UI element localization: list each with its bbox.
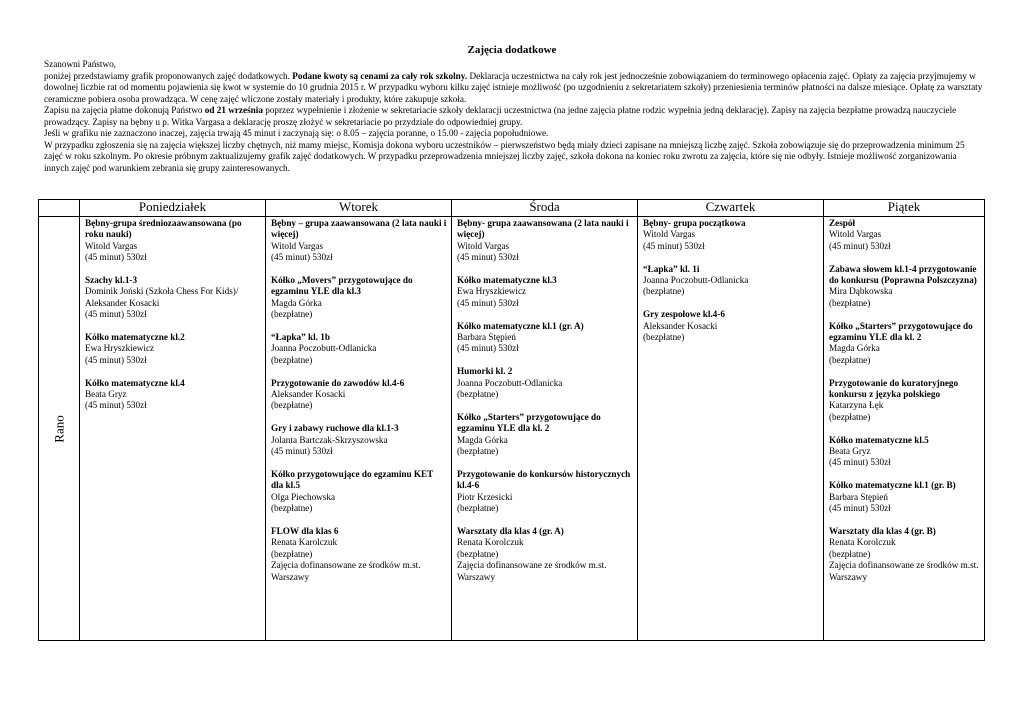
activity-detail: (45 minut) 530zł (85, 354, 147, 365)
friday-cell (824, 217, 985, 641)
schedule-entry (643, 264, 819, 298)
activity-detail: Mira Dąbkowska (829, 286, 893, 297)
thursday-cell (638, 217, 824, 641)
activity-detail: (45 minut) 530zł (457, 252, 519, 263)
activity-title: Bębny- grupa zaawansowana (2 lata nauki i więcej) (457, 218, 629, 240)
schedule-entry (85, 378, 261, 412)
schedule-entry (457, 412, 633, 458)
day-header-thursday: Czwartek (638, 200, 824, 217)
day-header-tuesday: Wtorek (266, 200, 452, 217)
activity-detail: Joanna Poczobutt-Odlanicka (457, 377, 563, 388)
activity-detail: Renata Korolczuk (457, 537, 524, 548)
schedule-table (38, 199, 985, 641)
activity-detail: (45 minut) 530zł (829, 240, 891, 251)
schedule-entry (829, 321, 980, 367)
intro-paragraph-3: Jeśli w grafiku nie zaznaczono inaczej, zajęcia trwają 45 minut i zaczynają się: o 8.05 – zajęcia poranne, o 15.00 - zajęcia popołudniowe. (44, 128, 549, 138)
activity-detail: Joanna Poczobutt-Odlanicka (271, 343, 377, 354)
activity-detail: Dominik Joński (Szkoła Chess For Kids)/ Aleksander Kosacki (85, 286, 239, 308)
greeting: Szanowni Państwo, (44, 59, 116, 69)
intro-paragraph-2: Zapisu na zajęcia płatne dokonują Państwo od 21 września poprzez wypełnienie i złożenie w sekretariacie szkoły deklaracji uczestnictwa (na jedne zajęcia płatne rodzic wypełnia jedną deklarację). Zapisy na zajęcia bezpłatne prowadzą nauczyciele prowadzący. Zapisy na bębny u p. Witka Vargasa a deklarację proszę złożyć w sekretariacie po przydziale do odpowiedniej grupy. (44, 105, 957, 127)
intro-paragraph-1: poniżej przedstawiamy grafik proponowanych zajęć dodatkowych. Podane kwoty są cenami za cały rok szkolny. Deklaracja uczestnictwa na cały rok jest jednocześnie zobowiązaniem do terminowego opłacenia zajęć. Opłaty za zajęcia przyjmujemy w dowolnej liczbie rat od momentu pojawienia się kwot w systemie do 10 grudnia 2015 r. W przypadku wyboru kilku zajęć istnieje możliwość (po uzgodnieniu z sekretariatem szkoły) przeniesienia terminów płatności na dalsze miesiące. Opłatę za warsztaty ceramiczne pobiera osoba prowadząca. W cenę zajęć wliczone zostały materiały i produkty, które zakupuje szkoła. (44, 70, 983, 104)
activity-detail: (bezpłatne) (643, 332, 685, 343)
tuesday-cell (266, 217, 452, 641)
schedule-entry (271, 378, 447, 412)
day-header-monday: Poniedziałek (80, 200, 266, 217)
schedule-entry (457, 275, 633, 309)
activity-detail: Magda Górka (829, 343, 880, 354)
day-header-wednesday: Środa (452, 200, 638, 217)
activity-title: Warsztaty dla klas 4 (gr. B) (829, 525, 936, 536)
activity-detail: Ewa Hryszkiewicz (457, 286, 527, 297)
activity-title: Przygotowanie do konkursów historycznych kl.4-6 (457, 468, 631, 491)
schedule-entry (457, 218, 633, 264)
activity-detail: (bezpłatne) (829, 354, 871, 365)
activity-title: Kółko matematyczne kl.1 (gr. B) (829, 480, 956, 491)
schedule-entry (457, 469, 633, 515)
activity-detail: (45 minut) 530zł (271, 252, 333, 263)
intro-text (44, 59, 984, 174)
activity-detail: (bezpłatne) (457, 389, 499, 400)
activity-title: Zespół (829, 218, 856, 228)
activity-title: “Łapka” kl. 1i (643, 263, 700, 274)
activity-title: Szachy kl.1-3 (85, 275, 138, 286)
activity-title: Zabawa słowem kl.1-4 przygotowanie do konkursu (Poprawna Polszczyzna) (829, 263, 977, 286)
activity-title: Kółko „Starters” przygotowujące do egzaminu YLE dla kl. 2 (457, 411, 601, 434)
activity-title: Przygotowanie do kuratoryjnego konkursu z języka polskiego (829, 377, 959, 400)
activity-detail: (bezpłatne) (829, 548, 871, 559)
activity-detail: Magda Górka (271, 297, 322, 308)
activity-detail: Renata Karolczuk (271, 537, 338, 548)
schedule-entry (271, 423, 447, 457)
wednesday-cell (452, 217, 638, 641)
schedule-entry (85, 275, 261, 321)
schedule-entry (85, 218, 261, 264)
activity-title: “Łapka” kl. 1b (271, 332, 330, 343)
activity-detail: (45 minut) 530zł (457, 297, 519, 308)
activity-title: FLOW dla klas 6 (271, 525, 339, 536)
activity-detail: Renata Korolczuk (829, 537, 896, 548)
activity-detail: (45 minut) 530zł (457, 343, 519, 354)
schedule-entry (829, 378, 980, 424)
activity-detail: Jolanta Bartczak-Skrzyszowska (271, 434, 388, 445)
activity-detail: Olga Piechowska (271, 491, 336, 502)
activity-title: Gry zespołowe kl.4-6 (643, 309, 725, 320)
activity-detail: Barbara Stępień (457, 332, 516, 343)
intro-paragraph-4: W przypadku zgłoszenia się na zajęcia większej liczby chętnych, niż mamy miejsc, Komisja dokona wyboru uczestników – pierwszeństwo będą miały dzieci zapisane na mniejszą liczbę zajęć. Szkoła zobowiązuje się do przeprowadzenia minimum 25 zajęć w roku szkolnym. Po okresie próbnym zaktualizujemy grafik zajęć dodatkowych. W przypadku przeprowadzenia mniejszej liczby zajęć, szkoła dokona na koniec roku zwrotu za zajęcia, które się nie odbyły. Istnieje możliwość zorganizowania innych zajęć pod warunkiem zebrania się grupy zainteresowanych. (44, 139, 965, 173)
activity-title: Gry i zabawy ruchowe dla kl.1-3 (271, 423, 399, 434)
activity-detail: Witold Vargas (829, 229, 882, 240)
morning-row (39, 217, 985, 641)
activity-detail: (bezpłatne) (271, 309, 313, 320)
activity-detail: (bezpłatne) (271, 400, 313, 411)
activity-detail: Joanna Poczobutt-Odlanicka (643, 275, 749, 286)
activity-title: Kółko „Movers” przygotowujące do egzaminu YLE dla kl.3 (271, 275, 413, 297)
day-header-friday: Piątek (824, 200, 985, 217)
activity-detail: (45 minut) 530zł (643, 240, 705, 251)
activity-detail: Witold Vargas (271, 240, 324, 251)
schedule-entry (457, 526, 633, 583)
activity-detail: (45 minut) 530zł (829, 457, 891, 468)
schedule-entry (829, 526, 980, 583)
activity-detail: (45 minut) 530zł (85, 252, 147, 263)
activity-title: Kółko „Starters” przygotowujące do egzaminu YLE dla kl. 2 (829, 320, 973, 343)
activity-detail: Witold Vargas (85, 240, 138, 251)
schedule-entry (643, 309, 819, 343)
activity-title: Warsztaty dla klas 4 (gr. A) (457, 525, 564, 536)
activity-title: Kółko matematyczne kl.1 (gr. A) (457, 320, 584, 331)
activity-detail: Beata Gryz (85, 389, 127, 400)
schedule-entry (829, 480, 980, 514)
schedule-entry (457, 321, 633, 355)
corner-cell (39, 200, 80, 217)
activity-detail: Zajęcia dofinansowane ze środków m.st. Warszawy (457, 560, 607, 582)
schedule-entry (271, 469, 447, 515)
activity-detail: (bezpłatne) (271, 354, 313, 365)
activity-title: Bębny-grupa średniozaawansowana (po roku nauki) (85, 218, 242, 240)
schedule-entry (271, 332, 447, 366)
monday-cell (80, 217, 266, 641)
activity-detail: (45 minut) 530zł (85, 400, 147, 411)
activity-detail: (bezpłatne) (271, 503, 313, 514)
activity-detail: Ewa Hryszkiewicz (85, 343, 155, 354)
schedule-entry (457, 366, 633, 400)
activity-detail: Beata Gryz (829, 446, 871, 457)
activity-title: Przygotowanie do zawodów kl.4-6 (271, 377, 405, 388)
activity-title: Bębny- grupa początkowa (643, 218, 746, 228)
activity-detail: (bezpłatne) (457, 503, 499, 514)
schedule-entry (271, 218, 447, 264)
activity-detail: Katarzyna Łęk (829, 400, 884, 411)
activity-detail: (bezpłatne) (643, 286, 685, 297)
schedule-entry (271, 275, 447, 321)
activity-detail: Zajęcia dofinansowane ze środków m.st. Warszawy (271, 560, 421, 582)
activity-detail: (bezpłatne) (829, 297, 871, 308)
activity-title: Kółko matematyczne kl.4 (85, 377, 185, 388)
schedule-entry (85, 332, 261, 366)
schedule-entry (271, 526, 447, 583)
activity-title: Kółko matematyczne kl.2 (85, 332, 185, 343)
activity-detail: Piotr Krzesicki (457, 491, 513, 502)
activity-detail: (45 minut) 530zł (829, 503, 891, 514)
schedule-entry (829, 264, 980, 310)
header-row (39, 200, 985, 217)
activity-detail: (bezpłatne) (457, 548, 499, 559)
activity-title: Kółko matematyczne kl.3 (457, 275, 557, 286)
activity-detail: Magda Górka (457, 434, 508, 445)
activity-title: Kółko przygotowujące do egzaminu KET dla kl.5 (271, 468, 434, 491)
activity-detail: Witold Vargas (457, 240, 510, 251)
activity-detail: Witold Vargas (643, 229, 696, 240)
activity-detail: Zajęcia dofinansowane ze środków m.st. Warszawy (829, 560, 979, 582)
schedule-entry (643, 218, 819, 252)
activity-detail: Barbara Stępień (829, 491, 888, 502)
schedule-entry (829, 218, 980, 252)
activity-detail: (bezpłatne) (457, 446, 499, 457)
activity-detail: (45 minut) 530zł (271, 446, 333, 457)
activity-detail: (bezpłatne) (829, 411, 871, 422)
activity-detail: Aleksander Kosacki (643, 320, 718, 331)
page-title: Zajęcia dodatkowe (467, 44, 557, 56)
activity-detail: (bezpłatne) (271, 548, 313, 559)
activity-title: Bębny – grupa zaawansowana (2 lata nauki i więcej) (271, 218, 447, 240)
activity-title: Humorki kl. 2 (457, 366, 513, 377)
activity-detail: Aleksander Kosacki (271, 389, 346, 400)
activity-title: Kółko matematyczne kl.5 (829, 434, 929, 445)
row-label: Rano (51, 414, 67, 443)
row-label-cell (39, 217, 80, 641)
activity-detail: (45 minut) 530zł (85, 309, 147, 320)
schedule-entry (829, 435, 980, 469)
